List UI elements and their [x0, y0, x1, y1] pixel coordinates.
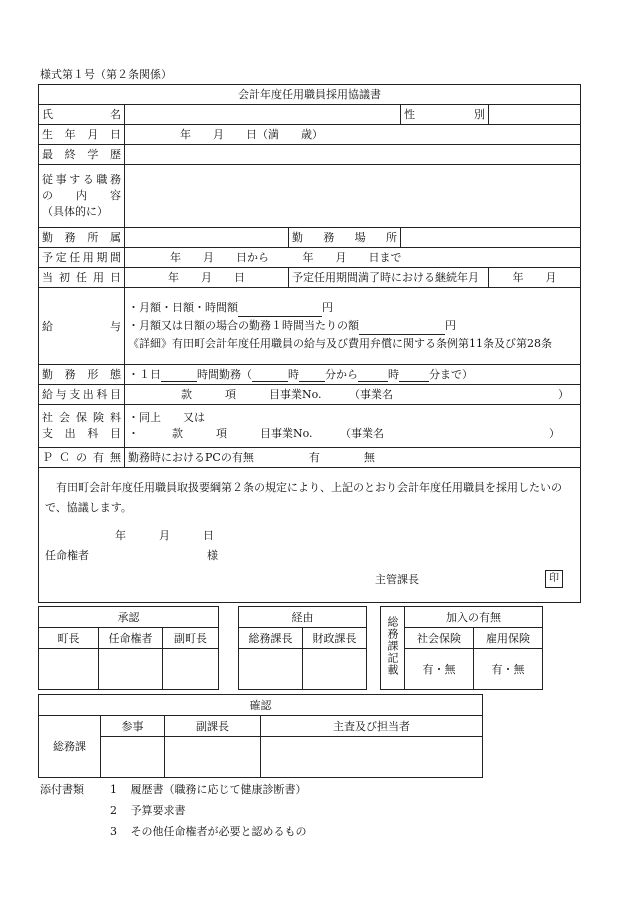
salary-field [125, 288, 581, 365]
period-field[interactable] [125, 248, 581, 268]
confirm-table [38, 694, 483, 778]
education-label: 最終学歴 [39, 145, 125, 165]
name-field[interactable] [125, 105, 401, 125]
hourly-amount-input[interactable] [359, 322, 445, 335]
approval-seal-deputy[interactable] [163, 649, 219, 690]
work-hours-input[interactable] [161, 369, 197, 382]
pc-label: ＰＣの有無 [39, 448, 125, 468]
ins-value-1: ・同上 又は [128, 411, 205, 424]
place-field[interactable] [401, 228, 581, 248]
period-from: 年 月 日から [170, 251, 269, 264]
pc-field[interactable]: 勤務時におけるPCの有無 有 無 [125, 448, 581, 468]
via-seal-general[interactable] [239, 649, 303, 690]
work-hours-label: 時間勤務（ [197, 368, 252, 381]
pay-field[interactable]: 款 項 目事業No. （事業名 ） [125, 385, 581, 405]
salary-line2-label: ・月額又は日額の場合の勤務１時間当たりの額 [128, 319, 359, 332]
salary-line2-yen: 円 [445, 319, 456, 332]
approval-table [38, 606, 219, 690]
duty-label-3: （具体的に） [42, 205, 108, 218]
approval-seal-appointer[interactable] [99, 649, 163, 690]
end-hour-label: 時 [388, 368, 399, 381]
appointer-label: 任命権者 [45, 549, 89, 562]
form-title: 会計年度任用職員採用協議書 [39, 85, 581, 105]
statement-box [39, 468, 581, 603]
seal-mark [545, 570, 563, 588]
confirm-seal-councilor[interactable] [101, 737, 165, 778]
via-title: 経由 [239, 607, 367, 628]
salary-line1-yen: 円 [322, 301, 333, 314]
duty-field[interactable] [125, 165, 581, 228]
confirm-col-councilor: 参事 [101, 716, 165, 737]
approval-col-deputy: 副町長 [163, 628, 219, 649]
via-table [238, 606, 367, 690]
birth-field[interactable]: 年 月 日（満 歳） [125, 125, 581, 145]
attachment-1 [110, 781, 307, 797]
confirm-seal-staff[interactable] [261, 737, 483, 778]
initial-field[interactable]: 年 月 日 [125, 268, 289, 288]
salary-detail: 《詳細》有田町会計年度任用職員の給与及び費用弁償に関する条例第11条及び第28条 [128, 337, 552, 350]
enroll-title: 加入の有無 [405, 607, 543, 628]
manager-label: 主管課長 [375, 573, 419, 586]
statement-text: 有田町会計年度任用職員取扱要綱第２条の規定により、上記のとおり会計年度任用職員を採用したいので、協議します。 [45, 481, 562, 514]
attachment-2 [110, 802, 186, 818]
ins-label-2: 支出科目 [42, 427, 121, 440]
ins-field[interactable] [125, 405, 581, 448]
start-hour-label: 時 [288, 368, 299, 381]
work-label: 勤務形態 [39, 365, 125, 385]
start-min-input[interactable] [299, 369, 325, 382]
end-min-input[interactable] [399, 369, 429, 382]
place-label: 勤務場所 [289, 228, 401, 248]
enroll-side-text: 総務課記載 [386, 616, 399, 676]
enroll-employment-value[interactable]: 有・無 [474, 649, 543, 690]
attachment-2-no: 2 [110, 804, 117, 817]
duty-label-2: の 内 容 [42, 189, 121, 202]
initial-label: 当初任用日 [39, 268, 125, 288]
ins-label [39, 405, 125, 448]
form-number: 様式第１号（第２条関係） [40, 68, 172, 81]
dept-label: 勤務所属 [39, 228, 125, 248]
approval-seal-mayor[interactable] [39, 649, 99, 690]
attachment-3-no: 3 [110, 825, 117, 838]
approval-title: 承認 [39, 607, 219, 628]
approval-col-appointer: 任命権者 [99, 628, 163, 649]
salary-label: 給 与 [39, 288, 125, 365]
confirm-row-label: 総務課 [39, 716, 101, 778]
via-col-general: 総務課長 [239, 628, 303, 649]
gender-field[interactable] [489, 105, 581, 125]
attachment-3 [110, 823, 307, 839]
main-form-table [38, 84, 581, 603]
pay-label: 給与支出科目 [39, 385, 125, 405]
attachment-1-text: 履歴書（職務に応じて健康診断書） [130, 783, 307, 796]
work-field [125, 365, 581, 385]
enroll-table [380, 606, 543, 690]
dept-field[interactable] [125, 228, 289, 248]
confirm-col-deputy: 副課長 [165, 716, 261, 737]
duty-label-1: 従事する職務 [42, 173, 121, 186]
statement-date[interactable]: 年 月 日 [115, 529, 214, 542]
start-hour-input[interactable] [252, 369, 288, 382]
approval-col-mayor: 町長 [39, 628, 99, 649]
via-seal-finance[interactable] [303, 649, 367, 690]
period-to: 年 月 日まで [302, 251, 402, 264]
enroll-side [381, 607, 405, 690]
end-hour-input[interactable] [358, 369, 388, 382]
ins-label-1: 社会保険料 [42, 411, 121, 424]
start-min-label: 分から [325, 368, 358, 381]
birth-label: 生年月日 [39, 125, 125, 145]
work-day: ・１日 [128, 368, 161, 381]
salary-line1-label: ・月額・日額・時間額 [128, 301, 238, 314]
confirm-col-staff: 主査及び担当者 [261, 716, 483, 737]
attachment-1-no: 1 [110, 783, 117, 796]
confirm-title: 確認 [39, 695, 483, 716]
attachment-3-text: その他任命権者が必要と認めるもの [130, 825, 307, 838]
sama-label: 様 [207, 549, 218, 562]
ins-value-2: ・ 款 項 目事業No. （事業名 ） [128, 427, 561, 440]
period-label: 予定任用期間 [39, 248, 125, 268]
via-col-finance: 財政課長 [303, 628, 367, 649]
attachments-label: 添付書類 [40, 783, 84, 796]
attachment-2-text: 予算要求書 [130, 804, 186, 817]
gender-label: 性 別 [401, 105, 489, 125]
education-field[interactable] [125, 145, 581, 165]
enroll-social-value[interactable]: 有・無 [405, 649, 474, 690]
seal-text: 印 [545, 570, 563, 588]
enroll-col-employment: 雇用保険 [474, 628, 543, 649]
continuation-label: 予定任用期間満了時における継続年月 [289, 268, 489, 288]
end-min-label: 分まで） [429, 368, 473, 381]
name-label: 氏 名 [39, 105, 125, 125]
confirm-seal-deputy[interactable] [165, 737, 261, 778]
continuation-field[interactable]: 年 月 [489, 268, 581, 288]
duty-label [39, 165, 125, 228]
enroll-col-social: 社会保険 [405, 628, 474, 649]
salary-amount-input[interactable] [238, 304, 322, 317]
